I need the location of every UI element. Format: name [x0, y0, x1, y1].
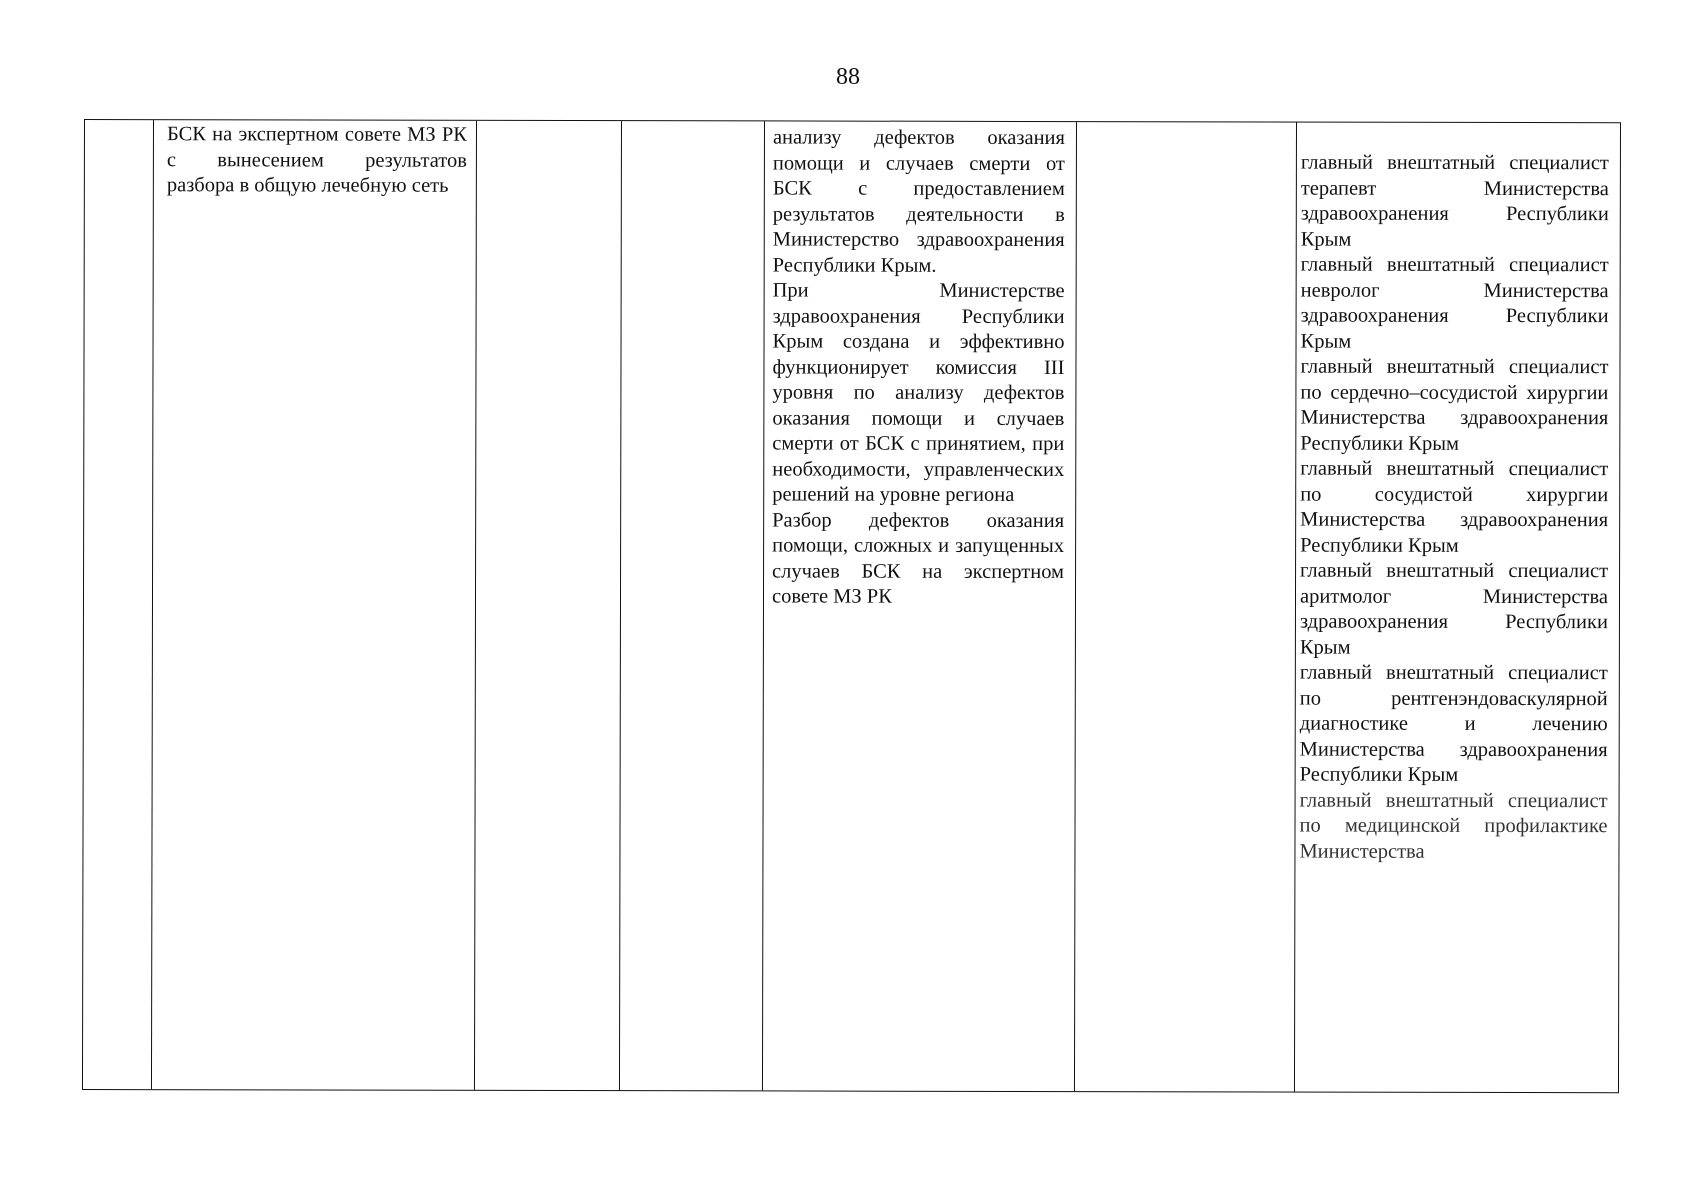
page-number: 88	[836, 64, 860, 90]
column-divider-3	[619, 121, 622, 1090]
responsible-specialist: главный внештатный специалист терапевт Министерства здравоохранения Республики Крым	[1300, 151, 1609, 251]
result-paragraph: анализу дефектов оказания помощи и случаев смерти от БСК с предоставлением результатов деятельности в Министерство здравоохранения Республики Крым.	[772, 126, 1065, 277]
responsible-persons-cell	[1299, 151, 1608, 866]
plan-table	[82, 119, 1621, 1093]
responsible-specialist: главный внештатный специалист по рентгенэндоваскулярной диагностике и лечению Министерства здравоохранения Республики Крым	[1299, 661, 1608, 786]
column-divider-4	[762, 121, 765, 1090]
result-paragraph: Разбор дефектов оказания помощи, сложных и запущенных случаев БСК на экспертном совете МЗ РК	[771, 508, 1065, 608]
result-paragraph: При Министерстве здравоохранения Республики Крым создана и эффективно функционирует комиссия III уровня по анализу дефектов оказания помощи и случаев смерти от БСК с принятием, при необходимости, управленческих решений на уровне региона	[772, 279, 1065, 506]
responsible-specialist: главный внештатный специалист невролог Министерства здравоохранения Республики Крым	[1300, 253, 1609, 353]
responsible-specialist: главный внештатный специалист по сосудистой хирургии Министерства здравоохранения Республики Крым	[1300, 457, 1609, 557]
result-description-cell	[772, 125, 1065, 610]
column-divider-2	[474, 121, 477, 1090]
column-divider-6	[1294, 123, 1297, 1092]
column-divider-1	[151, 120, 154, 1089]
responsible-specialist: главный внештатный специалист аритмолог Министерства здравоохранения Республики Крым	[1299, 559, 1609, 659]
responsible-specialist: главный внештатный специалист по медицинской профилактике Министерства	[1299, 789, 1608, 863]
responsible-specialist: главный внештатный специалист по сердечно–сосудистой хирургии Министерства здравоохранения Республики Крым	[1300, 355, 1609, 455]
column-divider-5	[1074, 122, 1077, 1091]
event-description-cell	[167, 122, 467, 199]
event-description-text: БСК на экспертном совете МЗ РК с вынесением результатов разбора в общую лечебную сеть	[166, 123, 467, 197]
